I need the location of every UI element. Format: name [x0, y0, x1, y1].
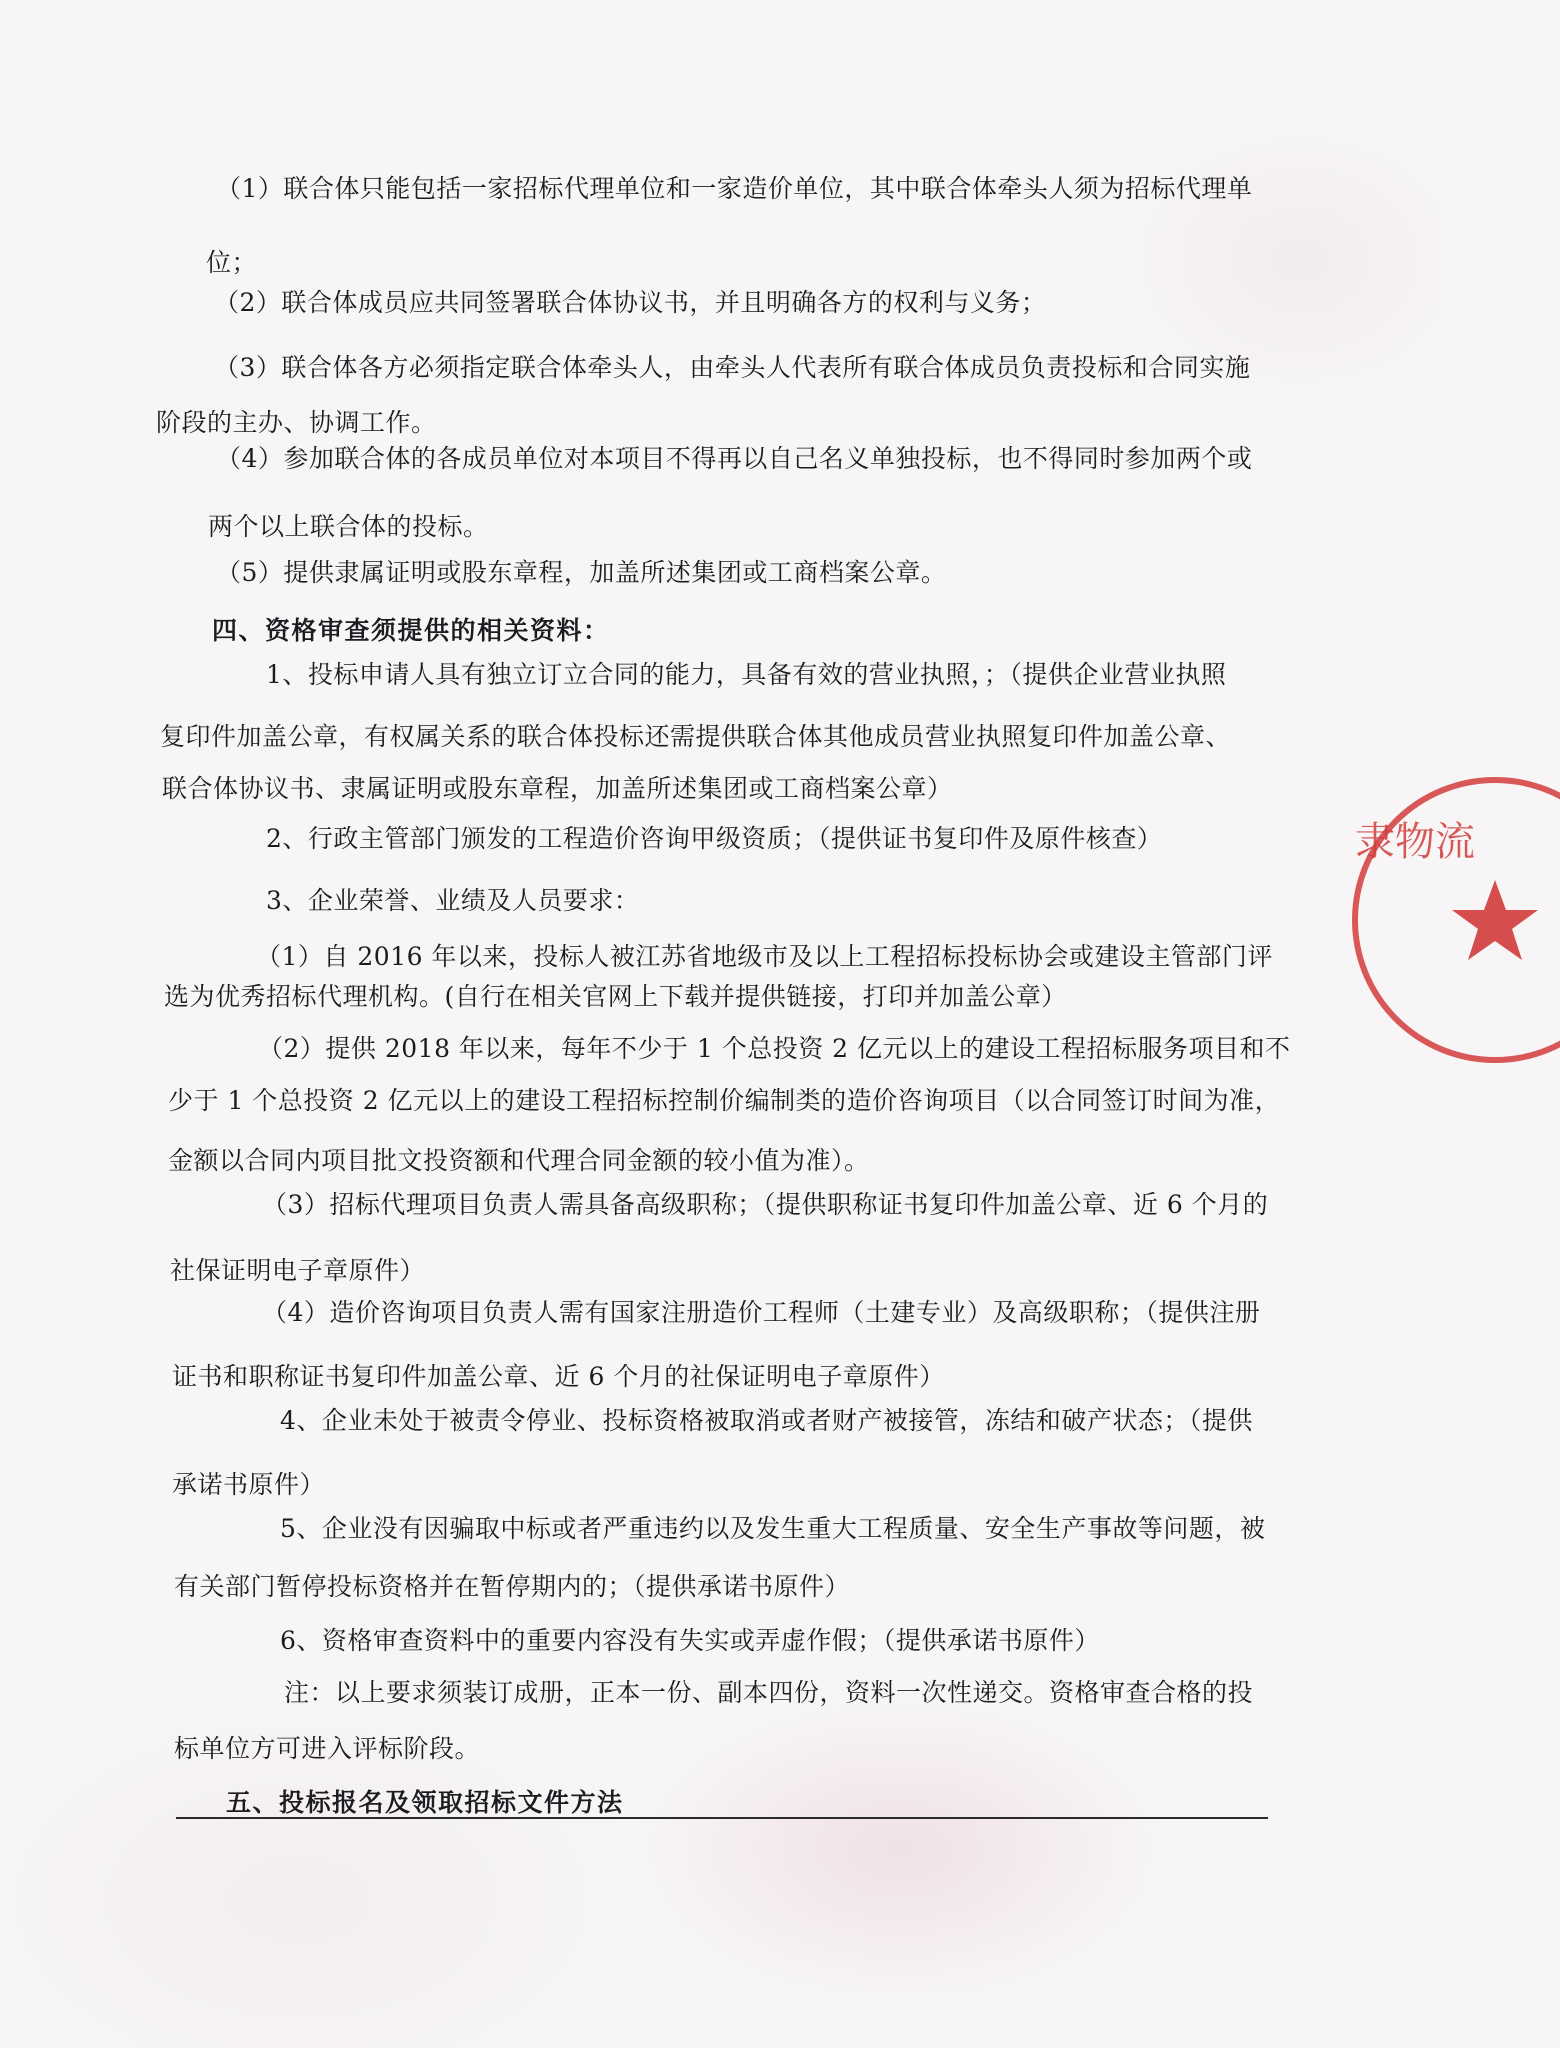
doc-line: 5、企业没有因骗取中标或者严重违约以及发生重大工程质量、安全生产事故等问题，被 [280, 1514, 1266, 1543]
doc-line: 3、企业荣誉、业绩及人员要求： [266, 886, 640, 915]
doc-line: （1）联合体只能包括一家招标代理单位和一家造价单位，其中联合体牵头人须为招标代理单 [216, 174, 1253, 203]
doc-line: 承诺书原件） [172, 1470, 326, 1499]
doc-line: 4、企业未处于被责令停业、投标资格被取消或者财产被接管，冻结和破产状态；（提供 [280, 1406, 1253, 1435]
doc-line: 社保证明电子章原件） [170, 1256, 426, 1285]
svg-text:隶物流: 隶物流 [1355, 819, 1475, 865]
doc-line: 证书和职称证书复印件加盖公章、近 6 个月的社保证明电子章原件） [172, 1362, 945, 1391]
doc-line: （3）联合体各方必须指定联合体牵头人，由牵头人代表所有联合体成员负责投标和合同实施 [214, 353, 1251, 382]
doc-line: 少于 1 个总投资 2 亿元以上的建设工程招标控制价编制类的造价咨询项目（以合同签订时间为准， [168, 1086, 1281, 1115]
doc-line: 标单位方可进入评标阶段。 [174, 1734, 481, 1763]
doc-line: 6、资格审查资料中的重要内容没有失实或弄虚作假；（提供承诺书原件） [280, 1626, 1100, 1655]
doc-line: 复印件加盖公章，有权属关系的联合体投标还需提供联合体其他成员营业执照复印件加盖公章、 [160, 722, 1232, 751]
doc-line: 位； [206, 248, 258, 277]
doc-line: 选为优秀招标代理机构。(自行在相关官网上下载并提供链接，打印并加盖公章） [164, 982, 1067, 1011]
doc-line: （2）联合体成员应共同签署联合体协议书，并且明确各方的权利与义务； [214, 288, 1047, 317]
footer-rule [176, 1817, 1268, 1819]
doc-line: （4）造价咨询项目负责人需有国家注册造价工程师（土建专业）及高级职称；（提供注册 [262, 1298, 1261, 1327]
doc-line: 有关部门暂停投标资格并在暂停期内的；（提供承诺书原件） [174, 1572, 851, 1601]
doc-line: （3）招标代理项目负责人需具备高级职称；（提供职称证书复印件加盖公章、近 6 个月的 [262, 1190, 1269, 1219]
doc-line: 两个以上联合体的投标。 [208, 512, 489, 541]
doc-line: （5）提供隶属证明或股东章程，加盖所述集团或工商档案公章。 [216, 558, 947, 587]
doc-line: （2）提供 2018 年以来，每年不少于 1 个总投资 2 亿元以上的建设工程招标服务项目和不 [258, 1034, 1291, 1063]
doc-line: 1、投标申请人具有独立订立合同的能力，具备有效的营业执照，；（提供企业营业执照 [266, 660, 1227, 689]
doc-line: （1）自 2016 年以来，投标人被江苏省地级市及以上工程招标投标协会或建设主管部门评 [256, 942, 1273, 971]
doc-line: 2、行政主管部门颁发的工程造价咨询甲级资质；（提供证书复印件及原件核查） [266, 824, 1163, 853]
section-heading: 四、资格审查须提供的相关资料： [212, 616, 610, 645]
doc-line: 金额以合同内项目批文投资额和代理合同金额的较小值为准）。 [168, 1146, 870, 1175]
seal-star-icon [1452, 880, 1538, 960]
company-seal [1330, 770, 1560, 1070]
doc-line: （4）参加联合体的各成员单位对本项目不得再以自己名义单独投标，也不得同时参加两个或 [216, 444, 1253, 473]
doc-line: 联合体协议书、隶属证明或股东章程，加盖所述集团或工商档案公章） [162, 774, 953, 803]
doc-line: 注：以上要求须装订成册，正本一份、副本四份，资料一次性递交。资格审查合格的投 [284, 1678, 1254, 1707]
doc-line: 阶段的主办、协调工作。 [156, 408, 437, 437]
section-heading: 五、投标报名及领取招标文件方法 [226, 1788, 624, 1817]
